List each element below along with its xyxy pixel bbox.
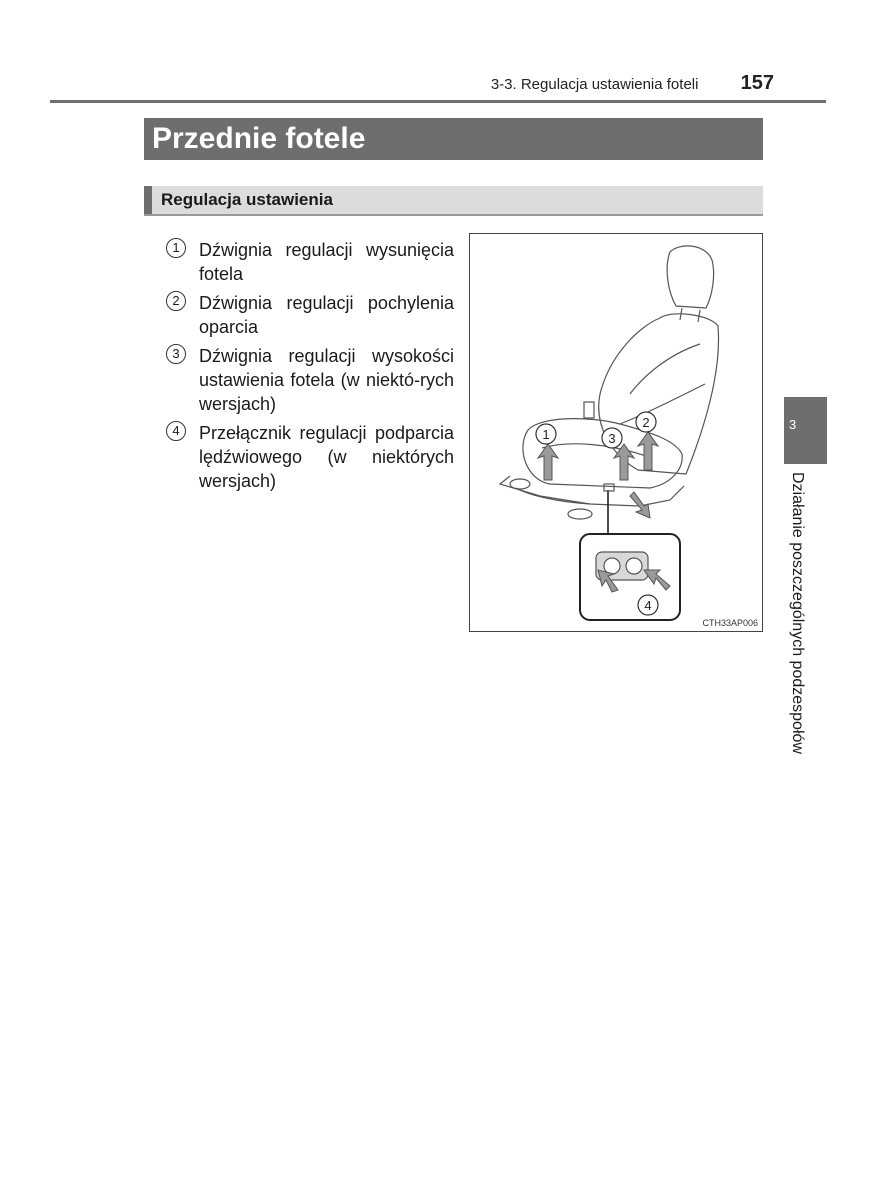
item-text: Dźwignia regulacji wysokości ustawienia fotela (w niektó-rych wersjach): [199, 346, 454, 414]
list-item: [166, 421, 454, 493]
chapter-number: 3: [789, 417, 797, 432]
item-text: Dźwignia regulacji pochylenia oparcia: [199, 293, 454, 337]
callout-1: 1: [542, 427, 550, 442]
page-title: Przednie fotele: [144, 118, 763, 160]
chapter-label: [788, 472, 810, 792]
item-text: Przełącznik regulacji podparcia lędźwiowego (w niektórych wersjach): [199, 423, 454, 491]
subheading-bar: [144, 186, 763, 216]
running-header: [0, 72, 774, 95]
chapter-label-text: Działanie poszczególnych podzespołów: [789, 472, 806, 754]
item-text: Dźwignia regulacji wysunięcia fotela: [199, 240, 454, 284]
list-item: [166, 344, 454, 416]
header-rule: [50, 100, 826, 103]
chapter-tab: [784, 397, 827, 464]
section-title: 3-3. Regulacja ustawienia foteli: [490, 76, 699, 93]
item-number: 1: [166, 238, 186, 258]
item-number: 4: [166, 421, 186, 441]
callout-4: 4: [644, 598, 652, 613]
callout-3: 3: [608, 431, 616, 446]
seat-illustration: [469, 233, 763, 632]
adjustment-list: [166, 238, 454, 498]
subheading-accent: [144, 186, 152, 214]
page-number: 157: [740, 72, 774, 94]
subheading-text: Regulacja ustawienia: [161, 190, 333, 209]
list-item: [166, 238, 454, 286]
item-number: 2: [166, 291, 186, 311]
item-number: 3: [166, 344, 186, 364]
callout-2: 2: [642, 415, 650, 430]
list-item: [166, 291, 454, 339]
seat-drawing: [470, 234, 762, 631]
figure-code: CTH33AP006: [702, 618, 758, 628]
